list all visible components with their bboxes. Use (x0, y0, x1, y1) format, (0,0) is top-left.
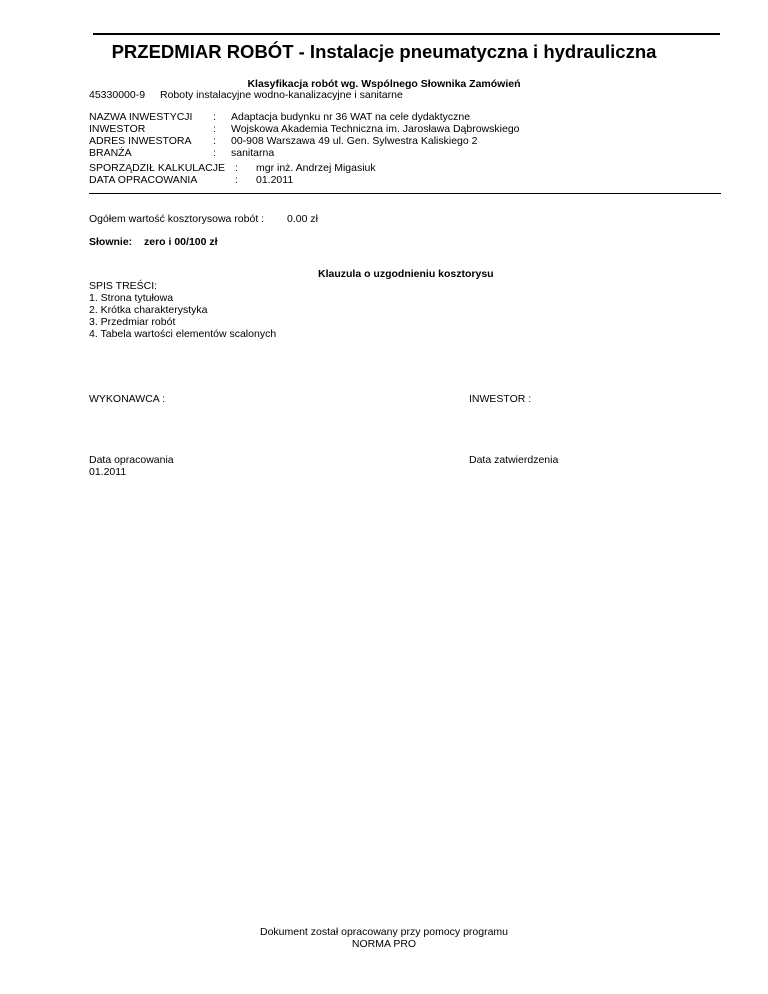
info-value-branch: sanitarna (231, 147, 275, 159)
investor-label: INWESTOR : (469, 393, 532, 405)
footer (0, 926, 768, 950)
classification-heading: Klasyfikacja robót wg. Wspólnego Słownika Zamówień (247, 78, 521, 90)
prepared-colons (235, 162, 238, 186)
contractor-label: WYKONAWCA : (89, 393, 166, 405)
words-label: Słownie: (89, 236, 133, 248)
info-label: NAZWA INWESTYCJI (89, 111, 193, 123)
prepared-colon: : (235, 162, 238, 174)
info-value-investment: Adaptacja budynku nr 36 WAT na cele dydaktyczne (231, 111, 471, 123)
info-value-investor: Wojskowa Akademia Techniczna im. Jarosława Dąbrowskiego (231, 123, 520, 135)
cpv-description: Roboty instalacyjne wodno-kanalizacyjne i sanitarne (160, 89, 403, 101)
info-label: ADRES INWESTORA (89, 135, 192, 147)
words-value: zero i 00/100 zł (144, 236, 218, 248)
document-title: PRZEDMIAR ROBÓT - Instalacje pneumatyczna i hydrauliczna (111, 41, 657, 62)
preparation-date (89, 454, 174, 478)
clause-heading: Klauzula o uzgodnieniu kosztorysu (318, 268, 494, 280)
info-label: BRANŻA (89, 147, 132, 159)
info-labels (89, 111, 192, 159)
info-colon: : (213, 111, 216, 123)
info-colon: : (213, 135, 216, 147)
prepared-value-date: 01.2011 (256, 174, 294, 186)
toc-item: 4. Tabela wartości elementów scalonych (89, 328, 277, 340)
prepared-label: DATA OPRACOWANIA (89, 174, 198, 186)
prep-date-value: 01.2011 (89, 466, 127, 478)
prepared-values (256, 162, 376, 186)
prepared-colon: : (235, 174, 238, 186)
footer-line: Dokument został opracowany przy pomocy programu (259, 926, 509, 938)
prep-date-label: Data opracowania (89, 454, 174, 466)
prepared-labels (89, 162, 225, 186)
info-label: INWESTOR (89, 123, 146, 135)
middle-rule (89, 193, 721, 194)
approval-date-label: Data zatwierdzenia (469, 454, 559, 466)
info-colon: : (213, 123, 216, 135)
toc-heading: SPIS TREŚCI: (89, 280, 158, 292)
toc-item: 2. Krótka charakterystyka (89, 304, 208, 316)
prepared-label: SPORZĄDZIŁ KALKULACJE (89, 162, 225, 174)
prepared-value-author: mgr inż. Andrzej Migasiuk (256, 162, 376, 174)
table-of-contents (89, 280, 276, 340)
info-colon: : (213, 147, 216, 159)
cpv-code: 45330000-9 (89, 89, 146, 101)
toc-item: 1. Strona tytułowa (89, 292, 174, 304)
top-rule (93, 33, 720, 35)
toc-item: 3. Przedmiar robót (89, 316, 176, 328)
info-value-address: 00-908 Warszawa 49 ul. Gen. Sylwestra Kaliskiego 2 (231, 135, 478, 147)
total-value: 0.00 zł (287, 213, 318, 225)
footer-program: NORMA PRO (351, 938, 417, 950)
info-values (231, 111, 520, 159)
info-colons (213, 111, 216, 159)
total-label: Ogółem wartość kosztorysowa robót : (89, 213, 265, 225)
